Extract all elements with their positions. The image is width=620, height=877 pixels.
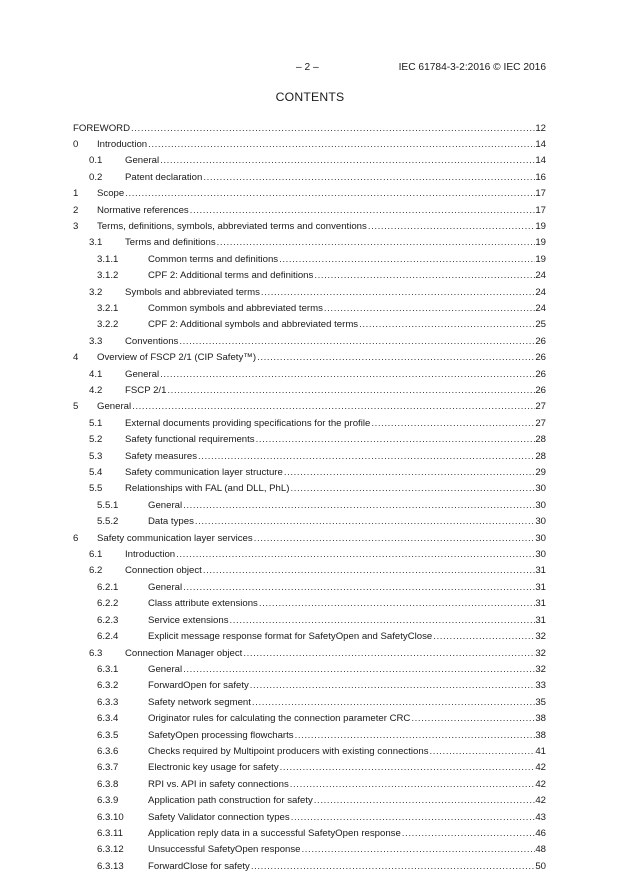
toc-entry-line: [148, 630, 546, 644]
toc-dot-leader: [230, 614, 536, 628]
toc-entry-number: 1: [73, 188, 79, 200]
toc-entry-line: [148, 794, 546, 808]
toc-entry-line: [148, 729, 546, 743]
toc-entry-line: [148, 778, 546, 792]
toc-dot-leader: [176, 548, 535, 562]
toc-entry-page[interactable]: 12: [535, 122, 546, 134]
toc-entry-number: 0.2: [89, 171, 103, 183]
toc-entry[interactable]: [73, 548, 546, 564]
toc-entry[interactable]: [73, 597, 546, 613]
toc-entry-page[interactable]: 19: [535, 237, 546, 249]
toc-entry-page[interactable]: 41: [535, 745, 546, 757]
toc-entry-page[interactable]: 32: [535, 663, 546, 675]
toc-entry-number: 3.1.2: [97, 270, 119, 282]
toc-dot-leader: [132, 400, 535, 414]
toc-dot-leader: [198, 450, 535, 464]
toc-entry-title[interactable]: Safety communication layer structure: [125, 467, 283, 479]
toc-dot-leader: [279, 253, 535, 267]
toc-entry-page[interactable]: 43: [535, 811, 546, 823]
toc-dot-leader: [203, 171, 535, 185]
toc-entry-title[interactable]: Introduction: [125, 549, 176, 561]
toc-entry[interactable]: [73, 286, 546, 302]
toc-dot-leader: [290, 482, 535, 496]
toc-entry[interactable]: [73, 679, 546, 695]
toc-entry-line: [148, 302, 546, 316]
toc-entry[interactable]: [73, 351, 546, 367]
toc-entry[interactable]: [73, 827, 546, 843]
toc-entry-number: 3.2: [89, 286, 103, 298]
toc-entry-line: [97, 532, 546, 546]
toc-entry-line: [125, 236, 546, 250]
toc-entry-number: 6.2: [89, 565, 103, 577]
toc-entry-title[interactable]: General: [148, 499, 183, 511]
toc-dot-leader: [217, 236, 536, 250]
toc-entry-line: [125, 466, 546, 480]
toc-entry-line: [148, 679, 546, 693]
toc-dot-leader: [195, 515, 535, 529]
toc-dot-leader: [254, 532, 536, 546]
toc-entry-title[interactable]: General: [125, 368, 160, 380]
toc-entry[interactable]: [73, 581, 546, 597]
toc-entry-page[interactable]: 30: [535, 532, 546, 544]
toc-entry-number: 3.2.1: [97, 302, 119, 314]
toc-dot-leader: [411, 712, 535, 726]
toc-entry-page[interactable]: 28: [535, 434, 546, 446]
toc-entry-title[interactable]: ForwardClose for safety: [148, 860, 250, 872]
toc-entry[interactable]: [73, 663, 546, 679]
page-number: – 2 –: [296, 62, 319, 73]
toc-entry[interactable]: [73, 302, 546, 318]
toc-dot-leader: [291, 811, 536, 825]
toc-entry-title[interactable]: Terms and definitions: [125, 237, 216, 249]
toc-entry-line: [97, 351, 546, 365]
toc-entry-line: [148, 745, 546, 759]
toc-entry-title[interactable]: Application path construction for safety: [148, 795, 313, 807]
toc-entry[interactable]: [73, 794, 546, 810]
toc-entry-number: 6.3.5: [97, 729, 119, 741]
toc-entry[interactable]: [73, 236, 546, 252]
toc-entry-number: 6.2.2: [97, 598, 119, 610]
toc-dot-leader: [148, 138, 535, 152]
toc-entry-line: [125, 154, 546, 168]
toc-dot-leader: [368, 220, 536, 234]
toc-entry-title[interactable]: Electronic key usage for safety: [148, 762, 279, 774]
toc-entry-number: 5.2: [89, 434, 103, 446]
toc-entry-line: [125, 171, 546, 185]
toc-entry[interactable]: [73, 384, 546, 400]
toc-dot-leader: [314, 794, 536, 808]
toc-dot-leader: [261, 286, 535, 300]
toc-dot-leader: [190, 204, 536, 218]
toc-entry[interactable]: [73, 466, 546, 482]
toc-dot-leader: [295, 729, 536, 743]
toc-entry[interactable]: [73, 712, 546, 728]
toc-entry-title[interactable]: Safety network segment: [148, 696, 251, 708]
toc-entry-title[interactable]: Connection object: [125, 565, 202, 577]
toc-entry-page[interactable]: 16: [535, 171, 546, 183]
toc-entry-title[interactable]: Checks required by Multipoint producers with existing connections: [148, 745, 429, 757]
toc-dot-leader: [167, 384, 535, 398]
toc-entry[interactable]: [73, 778, 546, 794]
toc-entry-page[interactable]: 30: [535, 516, 546, 528]
toc-entry-title[interactable]: Safety communication layer services: [97, 532, 253, 544]
toc-entry-number: 4.1: [89, 368, 103, 380]
toc-entry-number: 5.1: [89, 417, 103, 429]
toc-entry-number: 6.3.12: [97, 844, 124, 856]
toc-entry-page[interactable]: 50: [535, 860, 546, 872]
toc-entry-number: 6.3.3: [97, 696, 119, 708]
toc-entry-page[interactable]: 33: [535, 680, 546, 692]
toc-entry-title[interactable]: Introduction: [97, 138, 148, 150]
toc-entry-title[interactable]: ForwardOpen for safety: [148, 680, 249, 692]
toc-entry-line: [125, 548, 546, 562]
toc-entry-line: [148, 827, 546, 841]
toc-entry-number: 6.3.7: [97, 762, 119, 774]
toc-dot-leader: [243, 647, 535, 661]
toc-entry-page[interactable]: 26: [535, 335, 546, 347]
toc-entry-title[interactable]: SafetyOpen processing flowcharts: [148, 729, 294, 741]
toc-entry-page[interactable]: 27: [535, 401, 546, 413]
toc-entry-number: 3.3: [89, 335, 103, 347]
toc-entry-page[interactable]: 14: [535, 155, 546, 167]
toc-entry-title[interactable]: CPF 2: Additional symbols and abbreviated terms: [148, 319, 359, 331]
toc-dot-leader: [252, 696, 535, 710]
toc-entry-title[interactable]: Overview of FSCP 2/1 (CIP Safety™): [97, 352, 257, 364]
toc-entry-number: 6.3.8: [97, 778, 119, 790]
toc-entry-title[interactable]: Originator rules for calculating the connection parameter CRC: [148, 713, 411, 725]
toc-entry-number: 5.5: [89, 483, 103, 495]
toc-entry-page[interactable]: 30: [535, 483, 546, 495]
toc-entry-page[interactable]: 32: [535, 647, 546, 659]
toc-entry[interactable]: [73, 564, 546, 580]
toc-entry[interactable]: [73, 187, 546, 203]
toc-entry-page[interactable]: 24: [535, 302, 546, 314]
toc-entry-title[interactable]: Application reply data in a successful SafetyOpen response: [148, 827, 401, 839]
toc-entry-line: [125, 335, 546, 349]
toc-entry-line: [125, 417, 546, 431]
toc-entry-page[interactable]: 38: [535, 729, 546, 741]
toc-entry-number: 5.3: [89, 450, 103, 462]
toc-entry-title[interactable]: General: [148, 663, 183, 675]
toc-entry[interactable]: [73, 269, 546, 285]
toc-entry-title[interactable]: Unsuccessful SafetyOpen response: [148, 844, 301, 856]
toc-entry[interactable]: [73, 843, 546, 859]
toc-entry-page[interactable]: 17: [535, 204, 546, 216]
toc-entry-line: [148, 269, 546, 283]
toc-entry-title[interactable]: Patent declaration: [125, 171, 203, 183]
toc-dot-leader: [257, 351, 535, 365]
toc-entry-line: [148, 843, 546, 857]
toc-entry-title[interactable]: RPI vs. API in safety connections: [148, 778, 289, 790]
toc-entry-page[interactable]: 32: [535, 631, 546, 643]
toc-entry-page[interactable]: 46: [535, 827, 546, 839]
toc-entry-page[interactable]: 31: [535, 565, 546, 577]
toc-entry-number: 6.3.2: [97, 680, 119, 692]
toc-entry[interactable]: [73, 499, 546, 515]
toc-entry[interactable]: [73, 122, 546, 138]
toc-dot-leader: [433, 630, 535, 644]
toc-entry[interactable]: [73, 253, 546, 269]
toc-entry-page[interactable]: 24: [535, 270, 546, 282]
toc-entry-line: [125, 647, 546, 661]
toc-entry-title[interactable]: Normative references: [97, 204, 189, 216]
toc-dot-leader: [131, 122, 535, 136]
toc-entry-line: [148, 597, 546, 611]
toc-dot-leader: [290, 778, 536, 792]
table-of-contents: [73, 122, 546, 877]
toc-dot-leader: [183, 663, 535, 677]
toc-dot-leader: [324, 302, 535, 316]
toc-entry-title[interactable]: Relationships with FAL (and DLL, PhL): [125, 483, 290, 495]
toc-entry[interactable]: [73, 417, 546, 433]
toc-entry[interactable]: [73, 860, 546, 876]
document-reference: IEC 61784-3-2:2016 © IEC 2016: [398, 62, 546, 73]
toc-entry-title[interactable]: Connection Manager object: [125, 647, 243, 659]
toc-entry-title[interactable]: FOREWORD: [73, 122, 131, 134]
toc-entry-title[interactable]: Explicit message response format for SafetyOpen and SafetyClose: [148, 631, 433, 643]
toc-dot-leader: [280, 761, 536, 775]
toc-entry[interactable]: [73, 614, 546, 630]
toc-entry-line: [148, 761, 546, 775]
toc-entry-page[interactable]: 38: [535, 713, 546, 725]
toc-entry-page[interactable]: 26: [535, 368, 546, 380]
toc-entry-page[interactable]: 31: [535, 614, 546, 626]
toc-entry[interactable]: [73, 811, 546, 827]
toc-entry-page[interactable]: 24: [535, 286, 546, 298]
toc-entry-title[interactable]: Scope: [97, 188, 125, 200]
toc-entry-page[interactable]: 31: [535, 581, 546, 593]
toc-entry[interactable]: [73, 515, 546, 531]
toc-entry-title[interactable]: Safety measures: [125, 450, 197, 462]
toc-entry-page[interactable]: 29: [535, 467, 546, 479]
toc-entry-number: 4.2: [89, 385, 103, 396]
toc-entry[interactable]: [73, 482, 546, 498]
toc-entry-line: [148, 499, 546, 513]
toc-entry-page[interactable]: 28: [535, 450, 546, 462]
toc-dot-leader: [251, 860, 535, 874]
toc-entry[interactable]: [73, 745, 546, 761]
toc-entry-number: 3.2.2: [97, 319, 119, 331]
toc-dot-leader: [371, 417, 535, 431]
toc-entry-number: 6.3.6: [97, 745, 119, 757]
toc-entry-number: 0: [73, 138, 79, 150]
toc-entry-line: [148, 860, 546, 874]
toc-entry-line: [125, 368, 546, 382]
toc-entry-page[interactable]: 30: [535, 549, 546, 561]
toc-entry-page[interactable]: 26: [535, 352, 546, 364]
toc-entry-number: 6.2.4: [97, 631, 119, 643]
toc-entry-line: [148, 581, 546, 595]
toc-entry-page[interactable]: 19: [535, 220, 546, 232]
toc-entry-title[interactable]: Terms, definitions, symbols, abbreviated terms and conventions: [97, 220, 367, 232]
toc-entry-page[interactable]: 26: [535, 385, 546, 396]
toc-dot-leader: [160, 154, 535, 168]
toc-entry[interactable]: [73, 433, 546, 449]
toc-entry-number: 2: [73, 204, 79, 216]
toc-entry[interactable]: [73, 450, 546, 466]
toc-dot-leader: [430, 745, 536, 759]
toc-entry[interactable]: [73, 729, 546, 745]
toc-entry-line: [125, 482, 546, 496]
toc-entry[interactable]: [73, 138, 546, 154]
toc-entry-title[interactable]: General: [97, 401, 132, 413]
toc-entry-number: 5: [73, 401, 79, 413]
toc-entry-number: 5.4: [89, 467, 103, 479]
toc-entry-page[interactable]: 14: [535, 138, 546, 150]
toc-entry-number: 5.5.2: [97, 516, 119, 528]
toc-entry-page[interactable]: 35: [535, 696, 546, 708]
toc-entry[interactable]: [73, 696, 546, 712]
toc-entry-line: [73, 122, 546, 136]
toc-entry-number: 6.3.10: [97, 811, 124, 823]
toc-entry-title[interactable]: Class attribute extensions: [148, 598, 258, 610]
toc-entry[interactable]: [73, 630, 546, 646]
toc-entry-page[interactable]: 25: [535, 319, 546, 331]
toc-entry-title[interactable]: General: [125, 155, 160, 167]
toc-entry-line: [125, 286, 546, 300]
toc-entry-number: 0.1: [89, 155, 103, 167]
toc-dot-leader: [402, 827, 536, 841]
toc-entry[interactable]: [73, 220, 546, 236]
toc-entry-page[interactable]: 42: [535, 795, 546, 807]
toc-entry-title[interactable]: Safety functional requirements: [125, 434, 255, 446]
toc-dot-leader: [125, 187, 535, 201]
toc-entry-title[interactable]: External documents providing specifications for the profile: [125, 417, 371, 429]
toc-entry[interactable]: [73, 532, 546, 548]
toc-entry-title[interactable]: Service extensions: [148, 614, 229, 626]
toc-entry[interactable]: [73, 761, 546, 777]
toc-entry-title[interactable]: Common terms and definitions: [148, 253, 279, 265]
toc-entry-line: [97, 204, 546, 218]
toc-entry-title[interactable]: Conventions: [125, 335, 179, 347]
toc-dot-leader: [314, 269, 535, 283]
toc-entry-line: [148, 663, 546, 677]
toc-dot-leader: [203, 564, 536, 578]
toc-entry-title[interactable]: Common symbols and abbreviated terms: [148, 302, 323, 314]
toc-dot-leader: [160, 368, 535, 382]
toc-entry-number: 6.3: [89, 647, 103, 659]
toc-entry-line: [125, 384, 546, 398]
toc-entry-line: [148, 515, 546, 529]
toc-entry-number: 6.3.11: [97, 827, 123, 839]
toc-entry-title[interactable]: CPF 2: Additional terms and definitions: [148, 270, 314, 282]
toc-entry[interactable]: [73, 171, 546, 187]
toc-entry[interactable]: [73, 335, 546, 351]
toc-entry-number: 6.3.1: [97, 663, 119, 675]
toc-entry[interactable]: [73, 204, 546, 220]
toc-entry-number: 6.1: [89, 549, 103, 561]
toc-entry-line: [148, 614, 546, 628]
toc-entry-page[interactable]: 27: [535, 417, 546, 429]
toc-entry-number: 3: [73, 220, 79, 232]
toc-entry-page[interactable]: 48: [535, 844, 546, 856]
toc-entry-line: [97, 187, 546, 201]
toc-entry-line: [97, 220, 546, 234]
toc-entry[interactable]: [73, 318, 546, 334]
toc-entry-page[interactable]: 30: [535, 499, 546, 511]
toc-entry-title[interactable]: Safety Validator connection types: [148, 811, 290, 823]
toc-entry-number: 4: [73, 352, 79, 364]
toc-dot-leader: [179, 335, 535, 349]
toc-entry-line: [148, 318, 546, 332]
toc-entry[interactable]: [73, 368, 546, 384]
toc-entry-page[interactable]: 31: [535, 598, 546, 610]
toc-entry-line: [148, 253, 546, 267]
toc-entry-number: 6.3.9: [97, 795, 119, 807]
toc-entry-line: [125, 564, 546, 578]
toc-entry-number: 5.5.1: [97, 499, 119, 511]
toc-entry-number: 3.1.1: [97, 253, 119, 265]
toc-entry-page[interactable]: 17: [535, 188, 546, 200]
toc-entry-line: [148, 811, 546, 825]
toc-entry-number: 6.3.13: [97, 860, 124, 872]
toc-entry-number: 6.2.3: [97, 614, 119, 626]
toc-dot-leader: [302, 843, 536, 857]
toc-entry-line: [125, 450, 546, 464]
toc-entry-page[interactable]: 42: [535, 778, 546, 790]
toc-entry[interactable]: [73, 154, 546, 170]
toc-entry-number: 6.2.1: [97, 581, 119, 593]
toc-dot-leader: [183, 581, 535, 595]
toc-entry-number: 6: [73, 532, 79, 544]
toc-entry-number: 6.3.4: [97, 713, 119, 725]
toc-dot-leader: [256, 433, 536, 447]
toc-dot-leader: [250, 679, 536, 693]
toc-entry-page[interactable]: 19: [535, 253, 546, 265]
toc-entry-line: [125, 433, 546, 447]
toc-entry-title[interactable]: Data types: [148, 516, 194, 528]
toc-entry-line: [97, 400, 546, 414]
toc-entry-line: [97, 138, 546, 152]
toc-entry-title[interactable]: Symbols and abbreviated terms: [125, 286, 260, 298]
toc-entry[interactable]: [73, 400, 546, 416]
toc-dot-leader: [259, 597, 535, 611]
toc-entry-title[interactable]: FSCP 2/1: [125, 385, 167, 396]
page-header: [0, 62, 620, 76]
toc-entry-line: [148, 712, 546, 726]
toc-entry-line: [148, 696, 546, 710]
contents-heading: CONTENTS: [275, 90, 345, 104]
toc-entry-page[interactable]: 42: [535, 762, 546, 774]
toc-dot-leader: [359, 318, 535, 332]
toc-entry-title[interactable]: General: [148, 581, 183, 593]
toc-dot-leader: [284, 466, 535, 480]
toc-entry-number: 3.1: [89, 237, 103, 249]
toc-dot-leader: [183, 499, 535, 513]
toc-entry[interactable]: [73, 647, 546, 663]
